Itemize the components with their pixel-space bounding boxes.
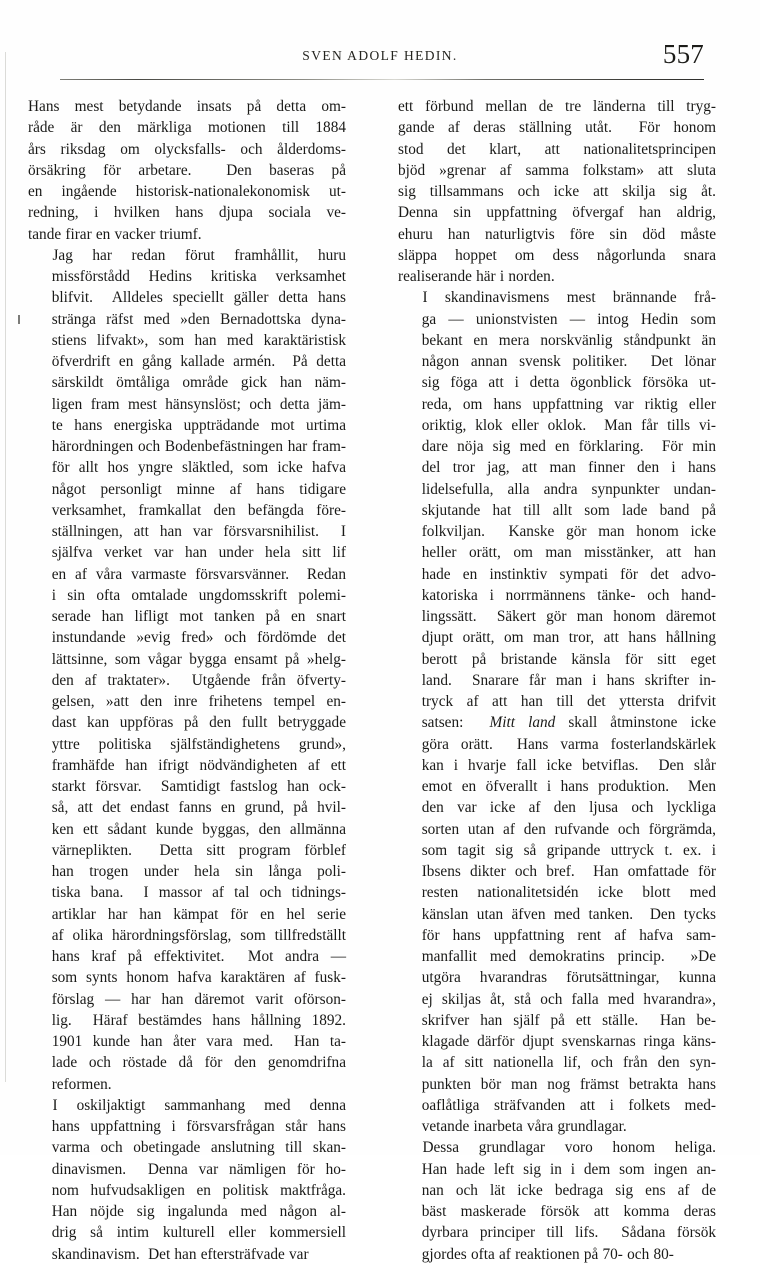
text-line: lidelsefulla, alla andra synpunkter undan-: [421, 480, 716, 498]
text-line: serade han lifligt mot tanken på en snart: [51, 608, 346, 625]
header-rule: [60, 79, 704, 80]
text-line: för hans uppfattning rent af hafva sam-: [421, 926, 716, 944]
text-line: skjutande hat till allt som lade band på: [421, 501, 716, 519]
text-line: blifvit. Alldeles speciellt gäller detta hans: [51, 289, 346, 307]
text-line: nan och lät icke bedraga sig ens af de: [421, 1181, 716, 1199]
text-line: i sin ofta omtalade ungdomsskrift polemi-: [51, 586, 346, 604]
paragraph: [398, 1137, 716, 1265]
text-line: emot en öfverallt i hans produktion. Men: [421, 778, 716, 795]
text-line: realiserande här i norden.: [398, 268, 555, 285]
paragraph: [28, 1095, 346, 1265]
text-line: la af sitt nationella lif, och från den syn-: [421, 1054, 716, 1072]
text-line: stränga räfst med »den Bernadottska dyna-: [51, 310, 346, 328]
text-line: kan i hvarje fall icke betviflas. Den slår: [421, 756, 716, 774]
text-line: någon annan svensk politiker. Det lönar: [421, 353, 716, 370]
text-line: öfverdrift en gång kallade armén. På detta: [51, 353, 346, 370]
text-line: Han nöjde sig ingalunda med någon al-: [51, 1203, 346, 1220]
text-line: en ingående historisk-nationalekonomisk ut-: [28, 183, 346, 200]
running-head: [56, 39, 704, 82]
text-line: som tagit sig så gripande uttryck t. ex. i: [421, 841, 716, 859]
text-line: instundande »evig fred» och fördömde det: [51, 629, 346, 647]
text-line: bekant en mera norskvänlig ståndpunkt än: [421, 331, 716, 349]
text-line: utgöra hvarandras förutsättningar, kunna: [421, 969, 716, 987]
text-line: ken ett sådant kunde byggas, den allmänna: [51, 820, 346, 838]
text-line: I skandinavismens mest brännande frå-: [422, 289, 716, 307]
text-line: tiska bana. I massor af tal och tidnings-: [51, 884, 346, 902]
text-line: års riksdag om olycksfalls- och ålderdoms-: [28, 140, 346, 158]
text-line: punkten bör man nog främst betrakta hans: [421, 1075, 716, 1093]
text-line: berott på bristande känsla för sitt eget: [421, 650, 716, 668]
text-line: reda, om hans uppfattning var riktig eller: [421, 395, 716, 413]
text-line: gande af deras ställning utåt. För honom: [398, 119, 716, 137]
paragraph: [398, 287, 716, 1137]
text-line: gelsen, »att den inre frihetens tempel en-: [51, 693, 346, 710]
text-line: ej skiljas åt, stå och falla med hvarandra»,: [421, 990, 716, 1008]
text-line: folkviljan. Kanske gör man honom icke: [421, 523, 716, 540]
italic-book-title: Mitt land: [489, 714, 556, 732]
text-line: dare nöja sig med en förklaring. För min: [421, 438, 716, 455]
text-line: tande firar en vacker triumf.: [28, 225, 202, 243]
text-line: råde är den märkliga motionen till 1884: [28, 119, 346, 137]
text-line: ehuru han naturligtvis före sin död måste: [398, 225, 716, 243]
paragraph: [28, 96, 346, 245]
text-line: Dessa grundlagar voro honom heliga.: [422, 1139, 716, 1157]
text-line: dyrbara principer till lifs. Sådana försök: [421, 1224, 716, 1242]
text-line: oriktig, klok eller oklok. Man får tills vi-: [421, 416, 716, 434]
text-line: manfallit med demokratins princip. »De: [421, 948, 716, 965]
text-line: en af våra varmaste försvarsvänner. Redan: [51, 565, 346, 583]
text-line: verksamhet, framkallat den befängda före-: [51, 501, 346, 519]
text-line: något personligt minne af hans tidigare: [51, 480, 346, 498]
paragraph: [398, 96, 716, 287]
running-head-title: SVEN ADOLF HEDIN.: [302, 48, 458, 63]
text-line: artiklar har han kämpat för en hel serie: [51, 905, 346, 923]
text-line: framhäfde han ifrigt nödvändigheten af ett: [51, 756, 346, 774]
text-line: dinavismen. Denna var nämligen för ho-: [51, 1160, 346, 1178]
text-line: starkt försvar. Samtidigt fastslog han ock-: [51, 778, 346, 795]
text-line: skandinavism. Det han eftersträfvade var: [51, 1245, 309, 1263]
text-line: hans kraf på effektivitet. Mot andra —: [51, 948, 346, 965]
text-line: skrifver han själf på ett ställe. Han be-: [421, 1011, 716, 1029]
text-line: nom hufvudsakligen en politisk maktfråga.: [51, 1181, 346, 1199]
text-line: drig så intim kulturell eller kommersiell: [51, 1224, 346, 1242]
text-line: land. Snarare får man i hans skrifter in-: [421, 671, 716, 689]
text-line: bäst maskerade försök att komma deras: [421, 1203, 716, 1220]
text-line: som synts honom hafva karaktären af fusk-: [51, 969, 346, 987]
scan-edge-artifact: [5, 52, 6, 1082]
text-line: gjordes ofta af reaktionen på 70- och 80-: [421, 1245, 674, 1263]
text-line: katoriska i norrmännens tänke- och hand-: [421, 586, 716, 604]
text-line: örsäkring för arbetare. Den baseras på: [28, 161, 346, 179]
text-line: känslan utan äfven med tanken. Den tycks: [421, 905, 716, 923]
text-line: ett förbund mellan de tre länderna till tryg-: [398, 98, 716, 115]
text-line: själfva verket var han under hela sitt lif: [51, 544, 346, 562]
text-line: göra orätt. Hans varma fosterlandskärlek: [421, 735, 716, 753]
text-line: ställningen, att han var försvarsnihilist. I: [51, 523, 346, 540]
text-line: ligen fram mest hänsynslöst; och detta jäm-: [51, 395, 346, 413]
text-line: te hans energiska uppträdande mot urtima: [51, 416, 346, 434]
text-line: redning, i hvilken hans djupa sociala ve-: [28, 204, 346, 222]
paragraph: [28, 245, 346, 1095]
text-line: så, att det endast fanns en grund, på hvil-: [51, 799, 346, 817]
text-line: ga — unionstvisten — intog Hedin som: [421, 310, 716, 328]
column-right: [398, 96, 716, 1265]
text-line: satsen: Mitt land skall åtminstone icke: [421, 714, 716, 732]
text-line: lig. Häraf bestämdes hans hållning 1892.: [51, 1011, 346, 1029]
text-line: 1901 kunde han åter vara med. Han ta-: [51, 1033, 346, 1050]
scan-speck-artifact: [18, 315, 20, 324]
text-line: hans uppfattning i försvarsfrågan står hans: [51, 1118, 346, 1135]
text-line: förslag — har han däremot varit oförson-: [51, 990, 346, 1008]
text-line: han trogen under hela sin långa poli-: [51, 863, 346, 880]
text-line: varma och obetingade anslutning till skan-: [51, 1139, 346, 1157]
text-line: resten nationalitetsidén icke blott med: [421, 884, 716, 902]
text-line: härordningen och Bodenbefästningen har fram-: [51, 438, 346, 455]
text-line: Ibsens dikter och bref. Han omfattade för: [421, 863, 716, 880]
text-line: särskildt ömtåliga område gick han näm-: [51, 374, 346, 392]
text-line: tryck af att han till det yttersta drifvit: [421, 693, 716, 710]
text-line: dast kan uppföras på den fullt betryggade: [51, 714, 346, 732]
text-line: del tror jag, att man finner den i hans: [421, 459, 716, 477]
text-line: I oskiljaktigt sammanhang med denna: [52, 1096, 346, 1114]
text-line: af olika härordningsförslag, som tillfredställt: [51, 926, 346, 944]
text-line: Jag har redan förut framhållit, huru: [52, 246, 346, 264]
text-line: lade och röstade då för den genomdrifna: [51, 1054, 346, 1072]
text-line: Hans mest betydande insats på detta om-: [28, 98, 346, 115]
text-line: klagade därför djupt svenskarnas ringa käns-: [421, 1033, 716, 1050]
text-line: missförstådd Hedins kritiska verksamhet: [51, 268, 346, 285]
text-line: för allt hos yngre släktled, som icke hafva: [51, 459, 346, 477]
text-line: sig föga att i detta ögonblick försöka ut-: [421, 374, 716, 392]
text-line: heller orätt, om man misstänker, att han: [421, 544, 716, 562]
text-line: släppa hoppet om dess någorlunda snara: [398, 246, 716, 264]
text-line: värneplikten. Detta sitt program förblef: [51, 841, 346, 859]
text-line: hade en instinktiv sympati för det advo-: [421, 565, 716, 583]
text-line: Han hade left sig in i dem som ingen an-: [421, 1160, 716, 1178]
text-line: den af traktater». Utgående från öfverty-: [51, 671, 346, 689]
text-line: djupt orätt, om man tror, att hans hållning: [421, 629, 716, 647]
text-line: sorten utan af den rufvande och förgrämda,: [421, 820, 716, 838]
page-number: 557: [662, 39, 704, 69]
text-line: bjöd »grenar af samma folkstam» att sluta: [398, 161, 716, 179]
text-line: Denna sin uppfattning öfvergaf han aldrig,: [398, 204, 716, 222]
text-line: den var icke af den ljusa och lyckliga: [421, 799, 716, 817]
text-line: sig tillsammans och icke att skilja sig åt.: [398, 183, 716, 200]
text-line: reformen.: [51, 1075, 112, 1093]
text-line: lingssätt. Säkert gör man honom däremot: [421, 608, 716, 625]
text-line: vetande inarbeta våra grundlagar.: [421, 1118, 627, 1135]
column-left: [28, 96, 346, 1265]
text-line: yttre politiska själfständighetens grund»,: [51, 735, 346, 753]
text-line: oaflåtliga sträfvanden att i folkets med-: [421, 1096, 716, 1114]
text-line: stod det klart, att nationalitetsprincipen: [398, 140, 716, 158]
text-line: stiens lifvakt», som han med karaktäristisk: [51, 331, 346, 349]
text-line: lättsinne, som vågar bygga ensamt på »helg-: [51, 650, 346, 668]
